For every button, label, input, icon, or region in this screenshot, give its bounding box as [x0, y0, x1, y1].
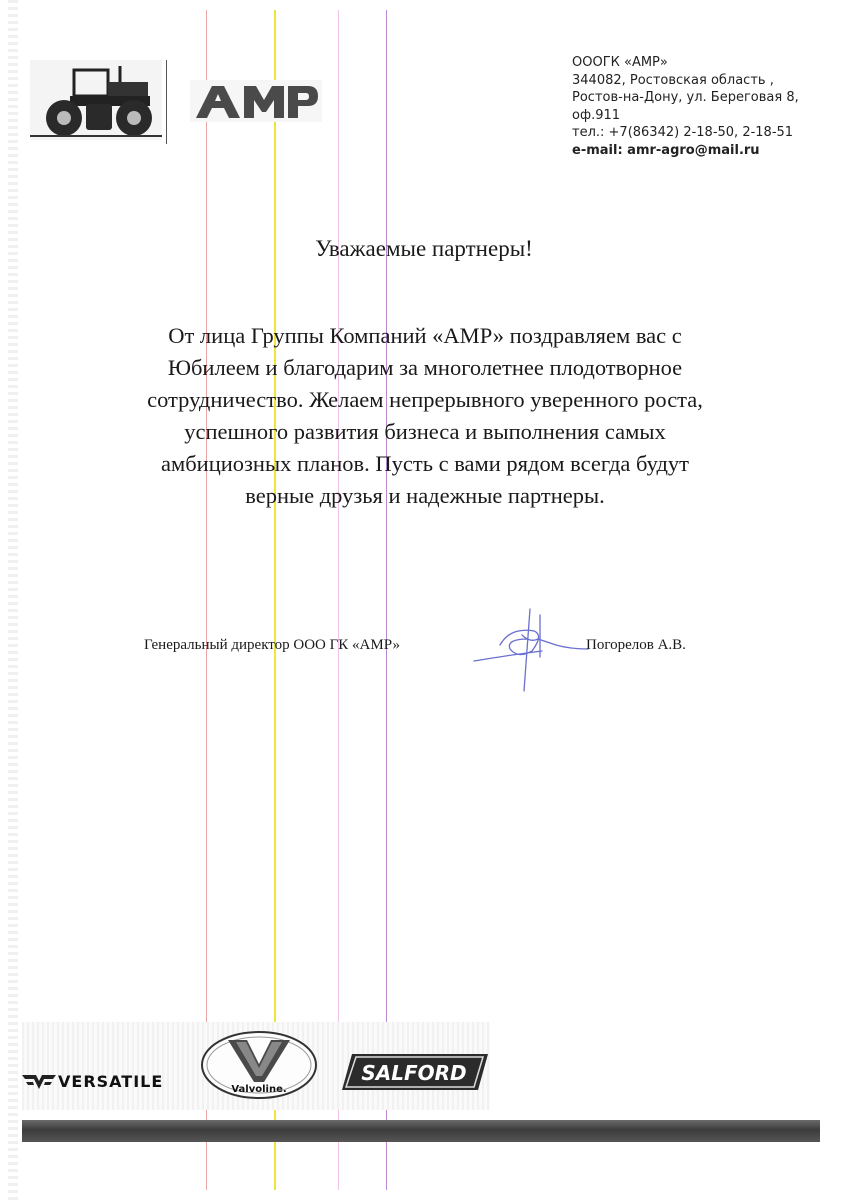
company-address-block — [572, 54, 822, 159]
vertical-scan-line — [338, 10, 339, 1190]
tractor-logo-icon — [30, 60, 162, 140]
footer-bar — [22, 1120, 820, 1142]
body-line: От лица Группы Компаний «АМР» поздравляем вас с — [168, 323, 682, 348]
brand-name: Valvoline. — [231, 1084, 287, 1095]
phone-line: тел.: +7(86342) 2-18-50, 2-18-51 — [572, 125, 794, 140]
address-line: 344082, Ростовская область , — [572, 72, 774, 88]
body-line: верные друзья и надежные партнеры. — [245, 483, 605, 508]
logo-divider — [166, 60, 167, 144]
body-line: Юбилеем и благодарим за многолетнее плодотворное — [167, 355, 683, 380]
signatory-name: Погорелов А.В. — [586, 637, 686, 653]
body-line: успешного развития бизнеса и выполнения самых — [184, 419, 666, 444]
body-line: амбициозных планов. Пусть с вами рядом всегда будут — [160, 451, 689, 476]
address-line: оф.911 — [572, 107, 621, 123]
scan-edge-artifact — [8, 0, 18, 1200]
versatile-logo — [22, 1070, 163, 1092]
salford-logo — [342, 1052, 488, 1092]
vertical-scan-line — [386, 10, 387, 1190]
handwritten-signature — [470, 605, 590, 695]
email-line: e-mail: amr-agro@mail.ru — [572, 142, 760, 158]
letter-greeting: Уважаемые партнеры! — [315, 236, 533, 261]
brand-name: VERSATILE — [58, 1071, 164, 1091]
versatile-wing-icon — [22, 1072, 56, 1090]
letter-body — [80, 320, 770, 512]
valvoline-logo — [200, 1030, 318, 1100]
signatory-title: Генеральный директор ООО ГК «АМР» — [144, 637, 400, 653]
vertical-scan-line — [274, 10, 276, 1190]
brand-name: SALFORD — [361, 1061, 467, 1085]
address-line: ОООГК «АМР» — [572, 55, 668, 70]
amr-company-logo — [190, 80, 322, 122]
address-line: Ростов-на-Дону, ул. Береговая 8, — [572, 90, 799, 105]
vertical-scan-line — [206, 10, 207, 1190]
body-line: сотрудничество. Желаем непрерывного уверенного роста, — [147, 387, 703, 412]
